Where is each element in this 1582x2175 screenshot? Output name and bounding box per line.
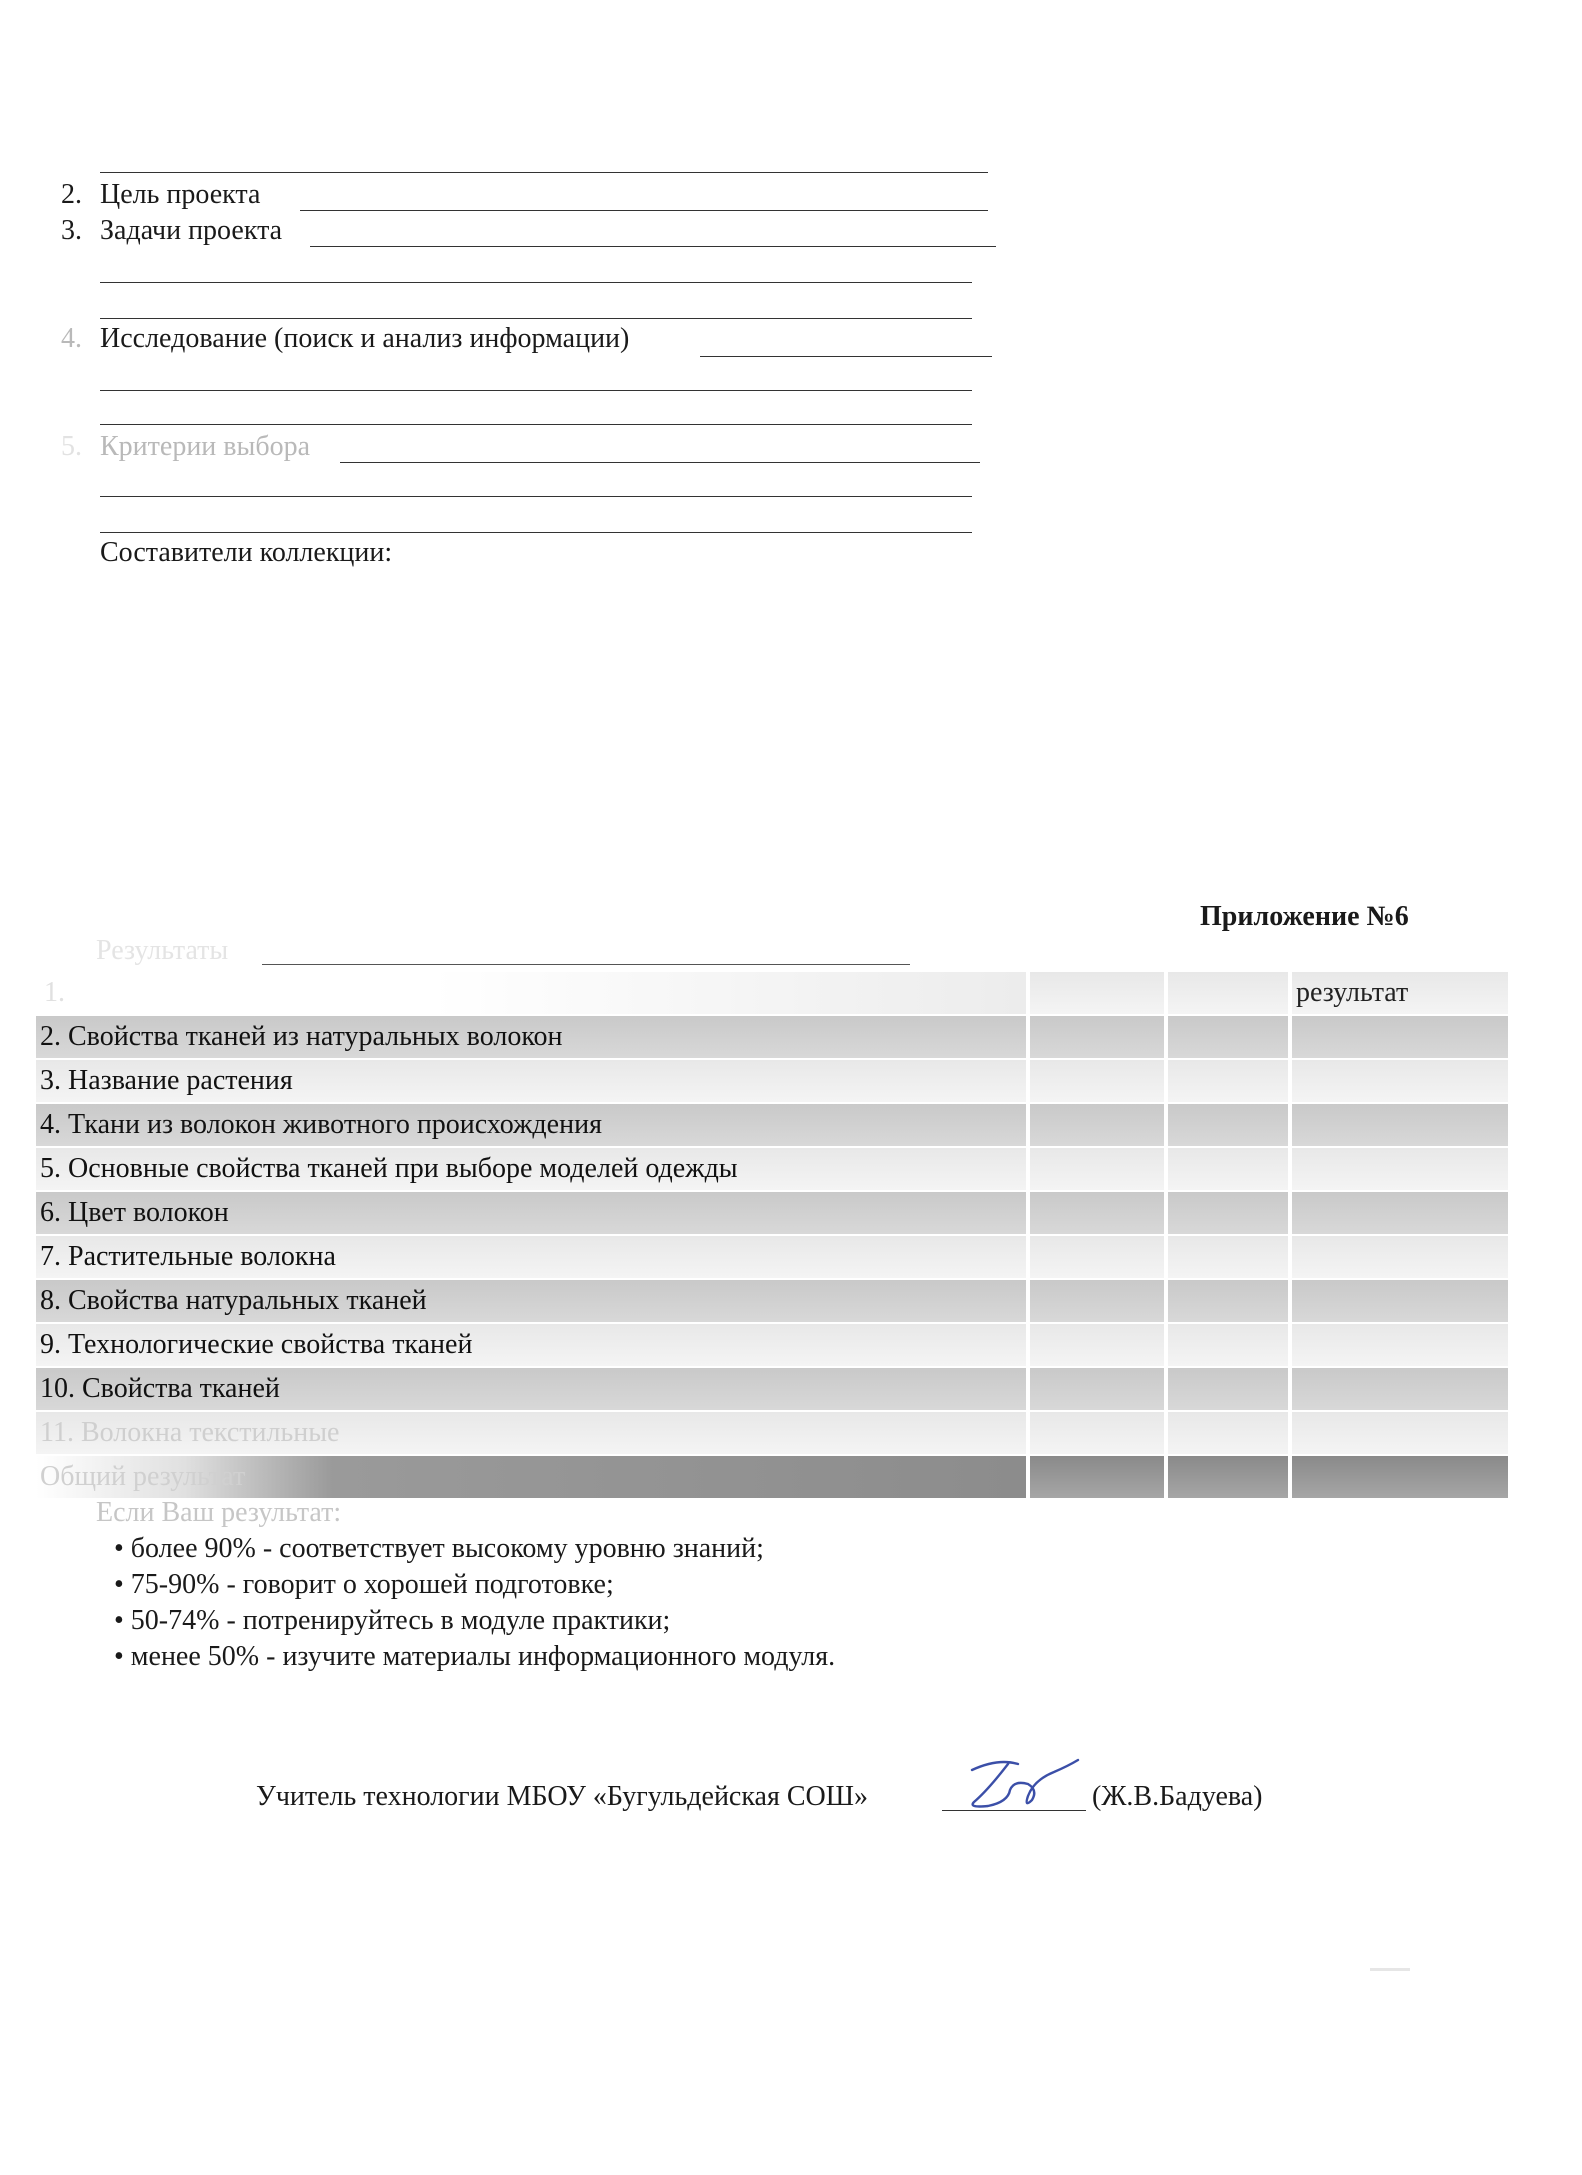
answer-cell[interactable] [1168, 1412, 1288, 1454]
answer-cell[interactable] [1030, 1368, 1164, 1410]
appendix-title: Приложение №6 [1200, 901, 1409, 932]
answer-cell[interactable] [1168, 1236, 1288, 1278]
row-label: 4. Ткани из волокон животного происхождения [40, 1109, 602, 1140]
result-cell[interactable] [1292, 1192, 1508, 1234]
table-row [36, 1324, 1508, 1366]
table-row [36, 1060, 1508, 1102]
total-cell[interactable] [1030, 1456, 1164, 1498]
tasks-field[interactable] [310, 246, 996, 247]
header-first: 1. [44, 977, 65, 1008]
results-label: Результаты [96, 935, 229, 966]
table-row [36, 1016, 1508, 1058]
teacher-label: Учитель технологии МБОУ «Бугульдейская СОШ» [256, 1781, 868, 1812]
row-label: 8. Свойства натуральных тканей [40, 1285, 427, 1316]
table-row [36, 1192, 1508, 1234]
total-result-cell[interactable] [1292, 1456, 1508, 1498]
research-field[interactable] [700, 356, 992, 357]
answer-cell[interactable] [1168, 1192, 1288, 1234]
row-label: 5. Основные свойства тканей при выборе моделей одежды [40, 1153, 738, 1184]
handwritten-signature [958, 1750, 1098, 1820]
grading-item: • менее 50% - изучите материалы информационного модуля. [114, 1641, 836, 1672]
table-header-row [36, 972, 1508, 1014]
row-label: 2. Свойства тканей из натуральных волокон [40, 1021, 563, 1052]
total-label: Общий результат [40, 1461, 246, 1492]
grading-item: • более 90% - соответствует высокому уровню знаний; [114, 1533, 764, 1564]
answer-cell[interactable] [1168, 1148, 1288, 1190]
answer-cell[interactable] [1030, 1412, 1164, 1454]
row-label: 3. Название растения [40, 1065, 293, 1096]
answer-cell[interactable] [1168, 1016, 1288, 1058]
row-label: 6. Цвет волокон [40, 1197, 229, 1228]
item-number: 2. [61, 179, 82, 210]
answer-cell[interactable] [1168, 1104, 1288, 1146]
total-cell[interactable] [1168, 1456, 1288, 1498]
results-field[interactable] [262, 964, 910, 965]
teacher-name: (Ж.В.Бадуева) [1092, 1781, 1263, 1812]
answer-cell[interactable] [1030, 1104, 1164, 1146]
header-result: результат [1296, 977, 1409, 1008]
grading-item: • 75-90% - говорит о хорошей подготовке; [114, 1569, 614, 1600]
table-row [36, 1412, 1508, 1454]
answer-cell[interactable] [1168, 1324, 1288, 1366]
research-field-line[interactable] [100, 424, 972, 425]
criteria-field-line[interactable] [100, 532, 972, 533]
tasks-label: Задачи проекта [100, 215, 283, 246]
answer-cell[interactable] [1030, 1324, 1164, 1366]
criteria-field-line[interactable] [100, 496, 972, 497]
answer-cell[interactable] [1168, 1280, 1288, 1322]
result-cell[interactable] [1292, 1148, 1508, 1190]
answer-cell[interactable] [1168, 1060, 1288, 1102]
table-row [36, 1148, 1508, 1190]
scan-mark [1370, 1968, 1410, 1971]
table-row [36, 1368, 1508, 1410]
answer-cell[interactable] [1030, 1060, 1164, 1102]
table-row [36, 1236, 1508, 1278]
tasks-field-line[interactable] [100, 318, 972, 319]
goal-field[interactable] [300, 210, 988, 211]
result-cell[interactable] [1292, 1236, 1508, 1278]
blank-line [100, 172, 988, 173]
answer-cell[interactable] [1030, 1016, 1164, 1058]
row-label: 10. Свойства тканей [40, 1373, 280, 1404]
table-row [36, 1280, 1508, 1322]
table-row [36, 1104, 1508, 1146]
item-number: 4. [61, 323, 82, 354]
goal-label: Цель проекта [100, 179, 261, 210]
answer-cell[interactable] [1030, 1148, 1164, 1190]
answer-cell[interactable] [1168, 1368, 1288, 1410]
result-cell[interactable] [1292, 1016, 1508, 1058]
research-field-line[interactable] [100, 390, 972, 391]
result-cell[interactable] [1292, 1324, 1508, 1366]
criteria-field[interactable] [340, 462, 980, 463]
row-label: 9. Технологические свойства тканей [40, 1329, 473, 1360]
row-label: 11. Волокна текстильные [40, 1417, 340, 1448]
result-cell[interactable] [1292, 1412, 1508, 1454]
answer-cell[interactable] [1030, 1192, 1164, 1234]
compilers-label: Составители коллекции: [100, 537, 393, 568]
criteria-label: Критерии выбора [100, 431, 310, 462]
result-cell[interactable] [1292, 1060, 1508, 1102]
table-total-row [36, 1456, 1508, 1498]
answer-cell[interactable] [1030, 1236, 1164, 1278]
item-number: 5. [61, 431, 82, 462]
result-cell[interactable] [1292, 1104, 1508, 1146]
grading-item: • 50-74% - потренируйтесь в модуле практики; [114, 1605, 671, 1636]
result-cell[interactable] [1292, 1280, 1508, 1322]
grading-intro: Если Ваш результат: [96, 1497, 342, 1528]
tasks-field-line[interactable] [100, 282, 972, 283]
item-number: 3. [61, 215, 82, 246]
result-cell[interactable] [1292, 1368, 1508, 1410]
answer-cell[interactable] [1030, 1280, 1164, 1322]
research-label: Исследование (поиск и анализ информации) [100, 323, 630, 354]
row-label: 7. Растительные волокна [40, 1241, 336, 1272]
